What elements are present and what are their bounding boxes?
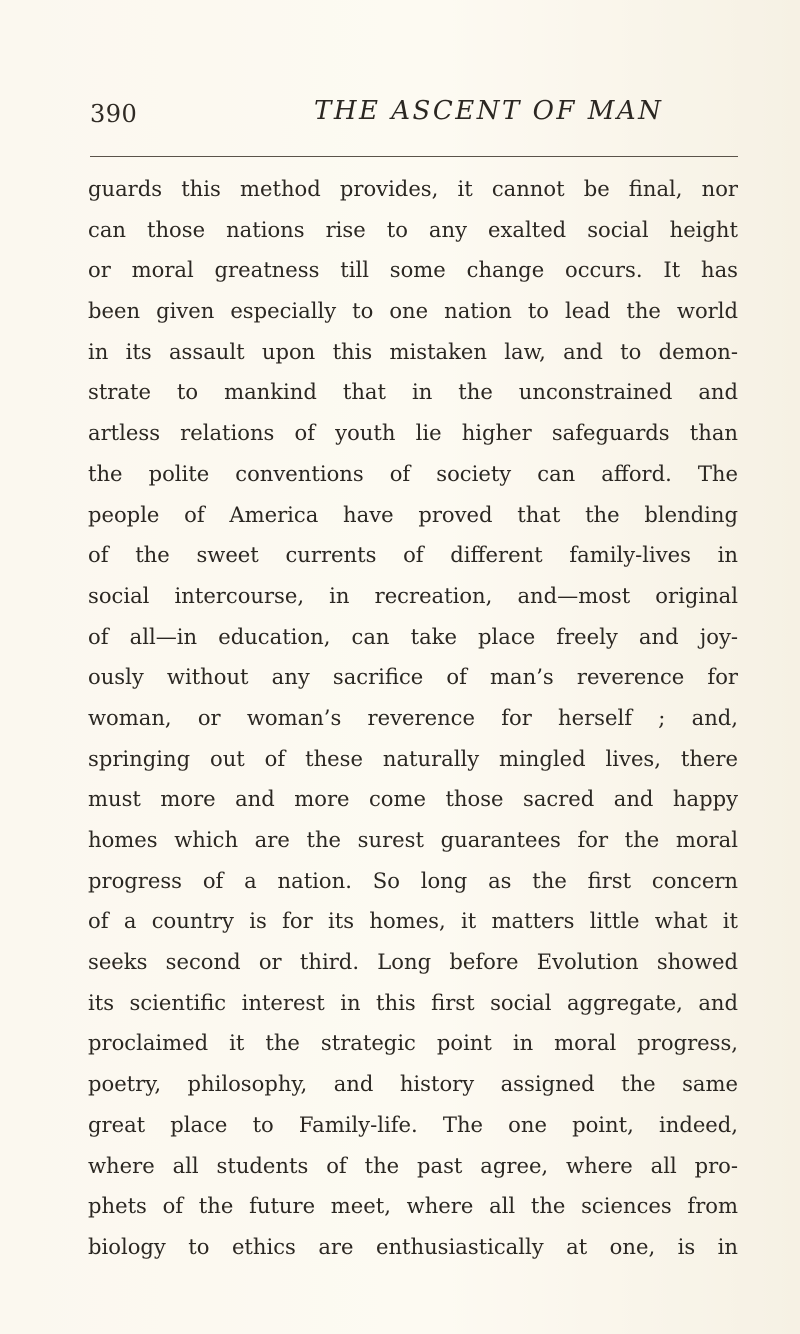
text-line: ously without any sacrifice of man’s reverence for [88, 664, 738, 690]
text-line: where all students of the past agree, where all pro- [88, 1152, 738, 1178]
text-line: homes which are the surest guarantees for the moral [88, 827, 738, 852]
text-line: social intercourse, in recreation, and—most original [88, 582, 738, 608]
text-line: or moral greatness till some change occurs. It has [88, 257, 738, 283]
text-line: can those nations rise to any exalted social height [88, 216, 738, 242]
body-text [88, 169, 738, 1268]
text-line: been given especially to one nation to lead the world [88, 298, 738, 324]
text-line: proclaimed it the strategic point in moral progress, [88, 1030, 738, 1056]
page-number: 390 [90, 100, 138, 128]
text-line: its scientific interest in this first social aggregate, and [88, 989, 738, 1015]
header-rule [90, 156, 738, 157]
text-line: progress of a nation. So long as the first concern [88, 867, 738, 893]
text-line: of all—in education, can take place freely and joy- [88, 623, 738, 649]
text-line: of the sweet currents of different family-lives in [88, 542, 738, 568]
text-line: biology to ethics are enthusiastically at one, is in [88, 1233, 738, 1259]
text-line: guards this method provides, it cannot be final, nor [88, 176, 738, 201]
text-line: great place to Family-life. The one point, indeed, [88, 1111, 738, 1137]
text-line: in its assault upon this mistaken law, and to demon- [88, 338, 738, 364]
running-head: THE ASCENT OF MAN [314, 96, 664, 126]
text-line: must more and more come those sacred and happy [88, 786, 738, 812]
text-line: strate to mankind that in the unconstrained and [88, 379, 738, 405]
text-line: artless relations of youth lie higher safeguards than [88, 420, 738, 446]
text-line: woman, or woman’s reverence for herself ; and, [88, 704, 738, 730]
text-line: of a country is for its homes, it matters little what it [88, 908, 738, 934]
text-line: poetry, philosophy, and history assigned the same [88, 1071, 738, 1097]
text-line: seeks second or third. Long before Evolution showed [88, 949, 738, 975]
text-line: people of America have proved that the blending [88, 501, 738, 527]
text-line: the polite conventions of society can afford. The [88, 460, 738, 486]
text-line: phets of the future meet, where all the sciences from [88, 1193, 738, 1219]
page-header [90, 92, 740, 144]
text-line: springing out of these naturally mingled lives, there [88, 745, 738, 771]
